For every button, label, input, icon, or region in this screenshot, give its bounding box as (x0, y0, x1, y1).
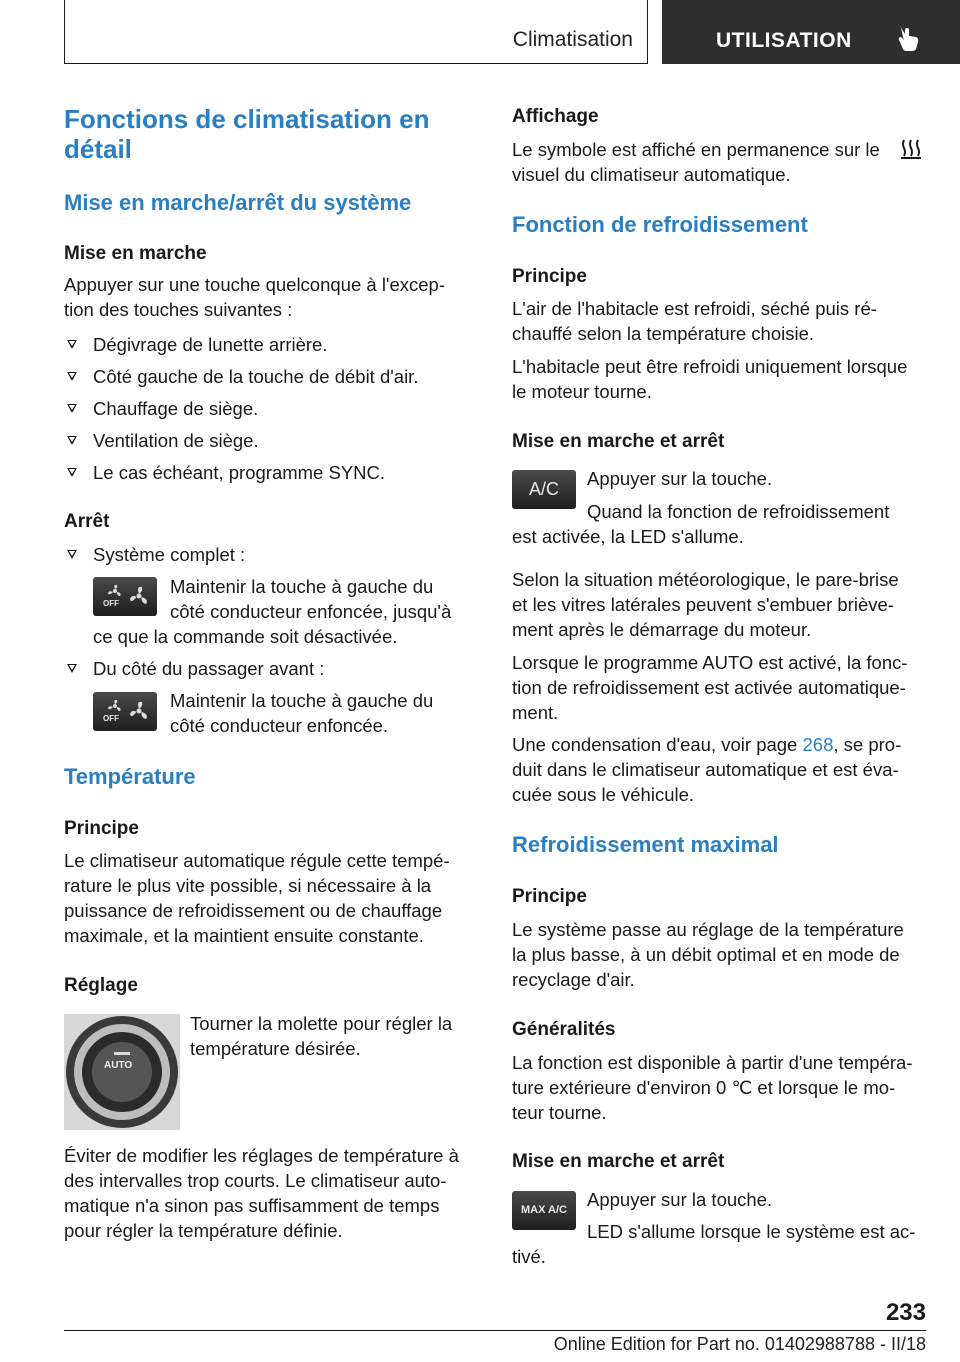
bullet-item: Du côté du passager avant : (93, 658, 325, 679)
page-number: 233 (885, 1299, 926, 1326)
paragraph-line: Le climatiseur automatique régule cette tempé- (64, 850, 450, 871)
paragraph-line: teur tourne. (512, 1102, 607, 1123)
page-title-line1: Fonctions de climatisation en (64, 104, 430, 134)
paragraph-line: maximale, et la maintient ensuite constante. (64, 925, 424, 946)
paragraph-line: recyclage d'air. (512, 969, 635, 990)
paragraph-line: L'air de l'habitacle est refroidi, séché puis ré- (512, 298, 877, 319)
paragraph-line: température désirée. (190, 1038, 361, 1059)
paragraph-line: Appuyer sur la touche. (587, 1189, 773, 1210)
subheading-setting: Réglage (64, 975, 138, 996)
paragraph-line: est activée, la LED s'allume. (512, 526, 744, 547)
paragraph-line: Maintenir la touche à gauche du (170, 576, 434, 597)
paragraph-line: pour régler la température définie. (64, 1220, 343, 1241)
off-label: OFF (103, 714, 119, 723)
page-title-line2: détail (64, 134, 132, 164)
ac-button-image (512, 470, 576, 509)
fan-icon (129, 701, 149, 721)
knob-auto-label: AUTO (104, 1060, 133, 1071)
subheading-principle: Principe (64, 818, 139, 839)
paragraph-line: Le système passe au réglage de la température (512, 919, 904, 940)
paragraph-line: le moteur tourne. (512, 381, 652, 402)
subheading-display: Affichage (512, 106, 599, 127)
fan-small-icon (107, 699, 123, 713)
paragraph-line: Maintenir la touche à gauche du (170, 690, 434, 711)
paragraph-line: puissance de refroidissement ou de chauffage (64, 900, 443, 921)
bullet-item: Chauffage de siège. (93, 398, 259, 419)
bullet-item: Dégivrage de lunette arrière. (93, 334, 328, 355)
heading-cooling: Fonction de refroidissement (512, 212, 808, 237)
paragraph-line: des intervalles trop courts. Le climatiseur auto- (64, 1170, 447, 1191)
rear-defrost-icon (900, 138, 922, 160)
paragraph-line: Lorsque le programme AUTO est activé, la fonc- (512, 652, 908, 673)
subheading-on: Mise en marche (64, 243, 207, 264)
bullet-triangle-icon (67, 664, 77, 673)
bullet-item: Système complet : (93, 544, 246, 565)
subheading-onoff: Mise en marche et arrêt (512, 1151, 725, 1172)
fan-off-button-image (93, 692, 157, 731)
fan-small-icon (107, 584, 123, 598)
paragraph-line (512, 732, 901, 757)
page-reference-link[interactable]: 268 (802, 734, 834, 755)
paragraph-line: duit dans le climatiseur automatique et est éva- (512, 759, 899, 780)
paragraph-line: la plus basse, à un débit optimal et en mode de (512, 944, 900, 965)
text-run: Une condensation d'eau, voir page (512, 734, 803, 755)
bullet-item: Côté gauche de la touche de débit d'air. (93, 366, 419, 387)
paragraph-line: La fonction est disponible à partir d'une tempéra- (512, 1052, 913, 1073)
paragraph-line: Tourner la molette pour régler la (190, 1013, 453, 1034)
paragraph-line: ment. (512, 702, 559, 723)
paragraph-line: Appuyer sur la touche. (587, 468, 773, 489)
subheading-off: Arrêt (64, 511, 110, 532)
paragraph-line: Éviter de modifier les réglages de température à (64, 1145, 459, 1166)
paragraph-line: côté conducteur enfoncée. (170, 715, 389, 736)
paragraph-line: chauffé selon la température choisie. (512, 323, 815, 344)
paragraph-line: Le symbole est affiché en permanence sur le (512, 139, 880, 160)
fan-off-button-image (93, 577, 157, 616)
paragraph-line: côté conducteur enfoncée, jusqu'à (170, 601, 452, 622)
header-chapter-title: UTILISATION (716, 29, 852, 52)
footer-divider (64, 1330, 926, 1331)
paragraph-line: tion des touches suivantes : (64, 299, 293, 320)
paragraph-line: ture extérieure d'environ 0 ℃ et lorsque le mo- (512, 1077, 896, 1098)
knob-icon (64, 1014, 180, 1130)
header-section-box (64, 0, 648, 64)
footer-edition: Online Edition for Part no. 01402988788 - II/18 (553, 1334, 926, 1354)
heading-system: Mise en marche/arrêt du système (64, 190, 412, 215)
header-section-title: Climatisation (512, 28, 633, 51)
paragraph-line: visuel du climatiseur automatique. (512, 164, 791, 185)
subheading-principle: Principe (512, 886, 587, 907)
paragraph-line: cuée sous le véhicule. (512, 784, 695, 805)
paragraph-line: ment après le démarrage du moteur. (512, 619, 812, 640)
bullet-triangle-icon (67, 340, 77, 349)
subheading-general: Généralités (512, 1019, 616, 1040)
heading-temperature: Température (64, 764, 196, 789)
bullet-triangle-icon (67, 372, 77, 381)
off-label: OFF (103, 599, 119, 608)
paragraph-line: Selon la situation météorologique, le pare-brise (512, 569, 899, 590)
max-ac-button-image (512, 1191, 576, 1230)
paragraph-line: tivé. (512, 1246, 546, 1267)
paragraph-line: rature le plus vite possible, si nécessaire à la (64, 875, 432, 896)
paragraph-line: ce que la commande soit désactivée. (93, 626, 398, 647)
paragraph-line: Quand la fonction de refroidissement (587, 501, 890, 522)
bullet-triangle-icon (67, 468, 77, 477)
paragraph-line: L'habitacle peut être refroidi uniquement lorsque (512, 356, 908, 377)
paragraph-line: tion de refroidissement est activée automatique- (512, 677, 906, 698)
subheading-principle: Principe (512, 266, 587, 287)
subheading-onoff: Mise en marche et arrêt (512, 431, 725, 452)
paragraph-line: Appuyer sur une touche quelconque à l'excep- (64, 274, 445, 295)
bullet-item: Ventilation de siège. (93, 430, 259, 451)
heading-max-cooling: Refroidissement maximal (512, 832, 779, 857)
temperature-knob-image (64, 1014, 180, 1130)
paragraph-line: matique n'a sinon pas suffisamment de temps (64, 1195, 440, 1216)
paragraph-line: et les vitres latérales peuvent s'embuer briève- (512, 594, 894, 615)
max-ac-label: MAX A/C (520, 1204, 568, 1216)
bullet-triangle-icon (67, 550, 77, 559)
bullet-triangle-icon (67, 436, 77, 445)
header-chapter-box (662, 0, 960, 64)
bullet-item: Le cas échéant, programme SYNC. (93, 462, 386, 483)
ac-label: A/C (528, 479, 559, 499)
fan-icon (129, 586, 149, 606)
paragraph-line: LED s'allume lorsque le système est ac- (587, 1221, 916, 1242)
bullet-triangle-icon (67, 404, 77, 413)
text-run: , se pro- (833, 734, 902, 755)
pointing-hand-icon (896, 24, 920, 52)
